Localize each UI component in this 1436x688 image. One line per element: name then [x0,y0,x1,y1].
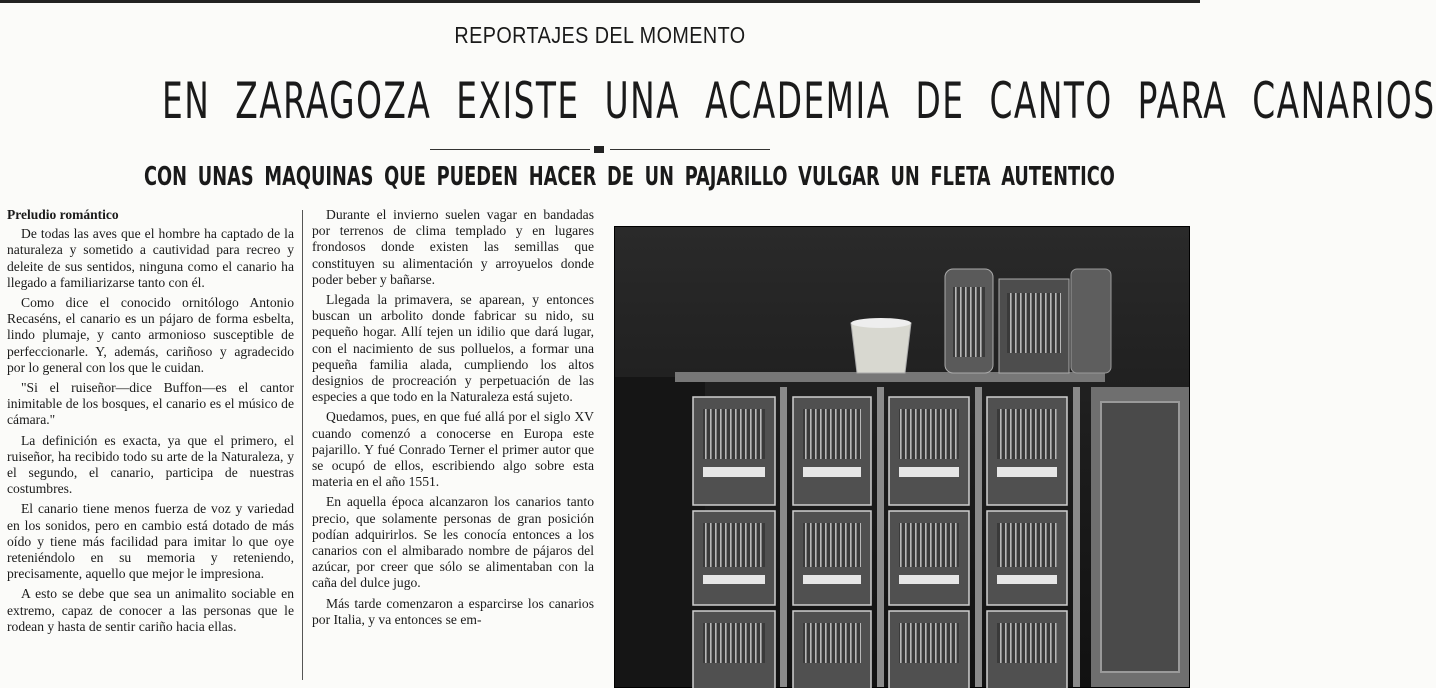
paragraph: El canario tiene menos fuerza de voz y variedad en los sonidos, pero en cambio está dotado de más oído y tiene más facilidad para imitar lo que oye reteniéndolo en su memoria y reteniendo, precisamente, aquello que mejor le impresiona. [7,501,294,582]
section-heading: Preludio romántico [7,207,119,222]
paragraph: Durante el invierno suelen vagar en bandadas por terrenos de clima templado y en lugares frondosos donde existen las semillas que constituyen su alimentación y arroyuelos donde poder beber y bañarse. [312,207,594,287]
ornament-dot [594,146,604,153]
paragraph: La definición es exacta, ya que el primero, el ruiseñor, ha recibido todo su arte de la Naturaleza, y el segundo, el canario, participa de nuestras costumbres. [7,432,294,497]
paragraph: Quedamos, pues, en que fué allá por el siglo XV cuando comenzó a conocerse en Europa este pajarillo. Y fué Conrado Terner el primer autor que se ocupó de ellos, escribiendo algo sobre esta materia en el año 1551. [312,409,594,490]
ornament-line-right [610,149,770,150]
paragraph: Como dice el conocido ornitólogo Antonio Recaséns, el canario es un pájaro de forma esbelta, lindo plumaje, y canto armonioso susceptible de perfeccionarle. Y, además, cariñoso y agradecido por lo general con los que le cuidan. [7,295,294,375]
paragraph: En aquella época alcanzaron los canarios tanto precio, que solamente personas de gran posición podían adquirirlos. Se les conocía entonces a los canarios con el almibarado nombre de pájaros del azúcar, por creer que sólo se alimentaban con la caña del dulce jugo. [312,494,594,591]
paragraph: De todas las aves que el hombre ha captado de la naturaleza y sometido a cautividad para recreo y deleite de sus sentidos, ninguna como el canario ha llegado a familiarizarse tanto con él. [7,226,294,290]
photo-canary-cages [614,226,1190,688]
paragraph: Más tarde comenzaron a esparcirse los canarios por Italia, y va entonces se em- [312,595,594,627]
section-kicker: REPORTAJES DEL MOMENTO [454,22,746,48]
ornament-line-left [430,149,590,150]
top-rule [0,0,1200,3]
paragraph: Llegada la primavera, se aparean, y entonces buscan un arbolito donde fabricar su nido, su pequeño hogar. Allí tejen un idilio que dará lugar, con el nacimiento de sus polluelos, a formar una pequeña familia alada, cumpliendo los altos designios de procreación y perpetuación de las especies a que todo en la Naturaleza está sujeto. [312,292,594,405]
article-column-1 [7,207,294,639]
paragraph: A esto se debe que sea un animalito sociable en extremo, capaz de conocer a las personas que le rodean y hasta de sentir cariño hacia ellas. [7,586,294,634]
ornament-divider [430,146,770,154]
headline: EN ZARAGOZA EXISTE UNA ACADEMIA DE CANTO PARA CANARIOS [162,72,1436,130]
column-rule [302,210,303,680]
subheadline: CON UNAS MAQUINAS QUE PUEDEN HACER DE UN PAJARILLO VULGAR UN FLETA AUTENTICO [144,162,1115,192]
article-column-2 [312,207,594,632]
photo-illustration [615,227,1189,687]
paragraph: "Si el ruiseñor—dice Buffon—es el cantor inimitable de los bosques, el canario es el músico de cámara." [7,380,294,428]
